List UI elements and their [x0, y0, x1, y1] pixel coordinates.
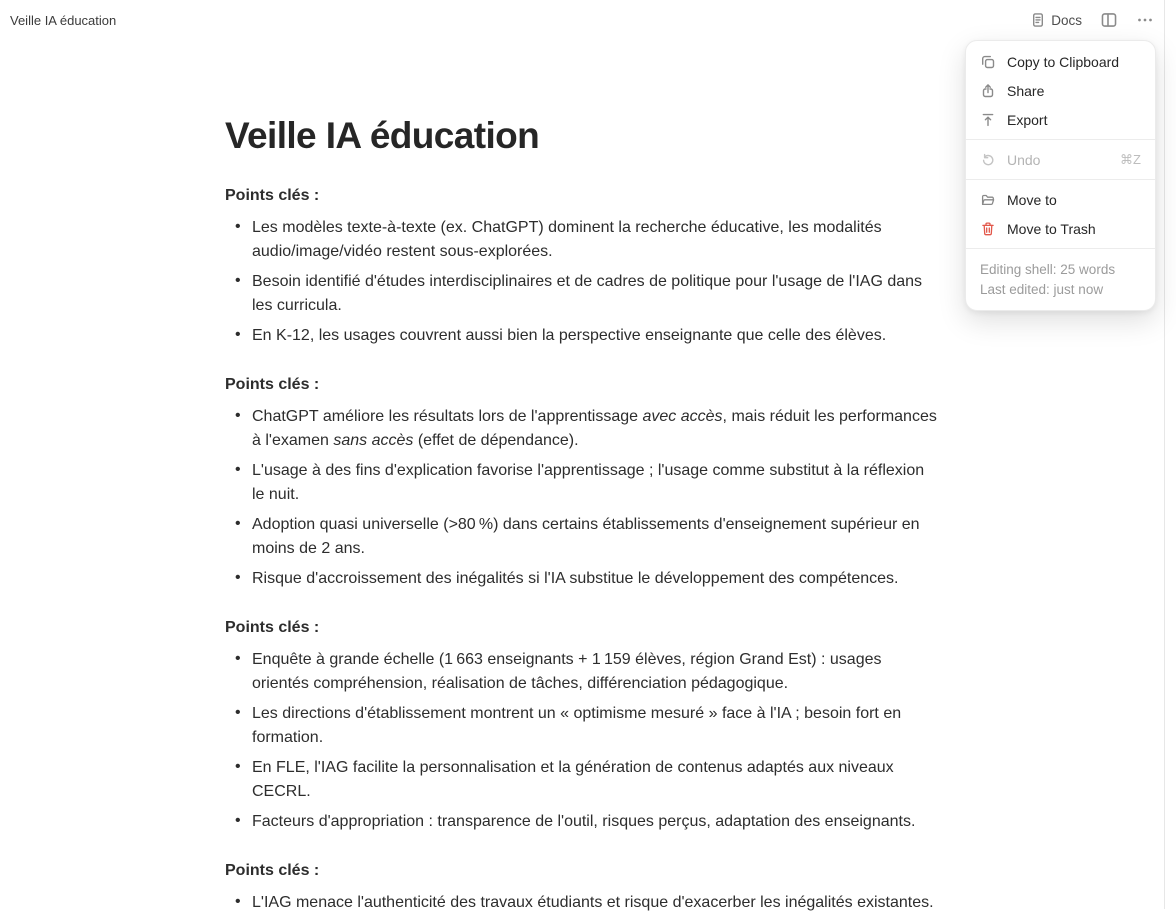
menu-label: Move to Trash	[1007, 220, 1096, 237]
topbar-actions	[1030, 11, 1154, 29]
menu-label: Move to	[1007, 191, 1057, 208]
menu-item-move-to-trash[interactable]	[966, 214, 1155, 243]
share-icon	[980, 83, 996, 99]
bullet-list	[225, 216, 937, 348]
menu-divider	[966, 248, 1155, 249]
menu-label: Export	[1007, 111, 1048, 128]
menu-item-copy-to-clipboard[interactable]	[966, 47, 1155, 76]
section-heading[interactable]: Points clés :	[225, 619, 320, 636]
breadcrumb[interactable]: Veille IA éducation	[10, 12, 117, 28]
menu-label: Copy to Clipboard	[1007, 53, 1120, 70]
last-edited-text: Last edited: just now	[980, 282, 1104, 297]
toggle-side-panel-button[interactable]	[1100, 11, 1118, 29]
undo-icon	[980, 152, 996, 168]
section-heading[interactable]: Points clés :	[225, 187, 320, 204]
bullet-list	[225, 405, 937, 591]
bullet-list	[225, 891, 937, 915]
menu-item-undo[interactable]	[966, 145, 1155, 174]
right-edge-divider	[1164, 0, 1165, 909]
bullet-item[interactable]: • L'IAG menace l'authenticité des travaux étudiants et risque d'exacerber les inégalités existantes.	[252, 891, 937, 915]
page-title[interactable]: Veille IA éducation	[225, 115, 540, 156]
export-icon	[980, 112, 996, 128]
bullet-item[interactable]: • Les modèles texte-à-texte (ex. ChatGPT) dominent la recherche éducative, les modalités audio/image/vidéo restent sous-explorées.	[252, 216, 937, 264]
section-heading[interactable]: Points clés :	[225, 376, 320, 393]
document-icon	[1030, 12, 1046, 28]
bullet-item[interactable]: • Facteurs d'appropriation : transparence de l'outil, risques perçus, adaptation des enseignants.	[252, 810, 937, 834]
ellipsis-icon	[1136, 11, 1154, 29]
document-sections	[225, 184, 937, 915]
context-menu	[965, 40, 1156, 311]
docs-label: Docs	[1051, 12, 1082, 28]
menu-divider	[966, 139, 1155, 140]
undo-shortcut: ⌘Z	[1120, 151, 1141, 167]
more-options-button[interactable]	[1136, 11, 1154, 29]
document-editor	[225, 0, 937, 921]
bullet-item[interactable]: • En FLE, l'IAG facilite la personnalisation et la génération de contenus adaptés aux niveaux CECRL.	[252, 756, 937, 804]
folder-open-icon	[980, 192, 996, 208]
menu-item-share[interactable]	[966, 76, 1155, 105]
word-count-text: Editing shell: 25 words	[980, 262, 1116, 277]
menu-label: Share	[1007, 82, 1045, 99]
bullet-list	[225, 648, 937, 834]
bullet-item[interactable]: • Besoin identifié d'études interdisciplinaires et de cadres de politique pour l'usage de l'IAG dans les curricula.	[252, 270, 937, 318]
bullet-item[interactable]: • ChatGPT améliore les résultats lors de l'apprentissage avec accès, mais réduit les performances à l'examen sans accès (effet de dépendance).	[252, 405, 937, 453]
bullet-item[interactable]: • Les directions d'établissement montrent un « optimisme mesuré » face à l'IA ; besoin fort en formation.	[252, 702, 937, 750]
copy-icon	[980, 54, 996, 70]
bullet-item[interactable]: • En K-12, les usages couvrent aussi bien la perspective enseignante que celle des élèves.	[252, 324, 937, 348]
menu-item-move-to[interactable]	[966, 185, 1155, 214]
section-heading[interactable]: Points clés :	[225, 862, 320, 879]
bullet-item[interactable]: • Enquête à grande échelle (1 663 enseignants + 1 159 élèves, région Grand Est) : usages orientés compréhension, réalisation de tâches, différenciation pédagogique.	[252, 648, 937, 696]
menu-footer	[966, 254, 1155, 304]
trash-icon	[980, 221, 996, 237]
bullet-item[interactable]: • Risque d'accroissement des inégalités si l'IA substitue le développement des compétences.	[252, 567, 937, 591]
docs-button[interactable]	[1030, 12, 1082, 28]
split-panel-icon	[1100, 11, 1118, 29]
menu-label: Undo	[1007, 151, 1041, 168]
bullet-item[interactable]: • Adoption quasi universelle (>80 %) dans certains établissements d'enseignement supérieur en moins de 2 ans.	[252, 513, 937, 561]
menu-item-export[interactable]	[966, 105, 1155, 134]
bullet-item[interactable]: • L'usage à des fins d'explication favorise l'apprentissage ; l'usage comme substitut à la réflexion le nuit.	[252, 459, 937, 507]
menu-divider	[966, 179, 1155, 180]
